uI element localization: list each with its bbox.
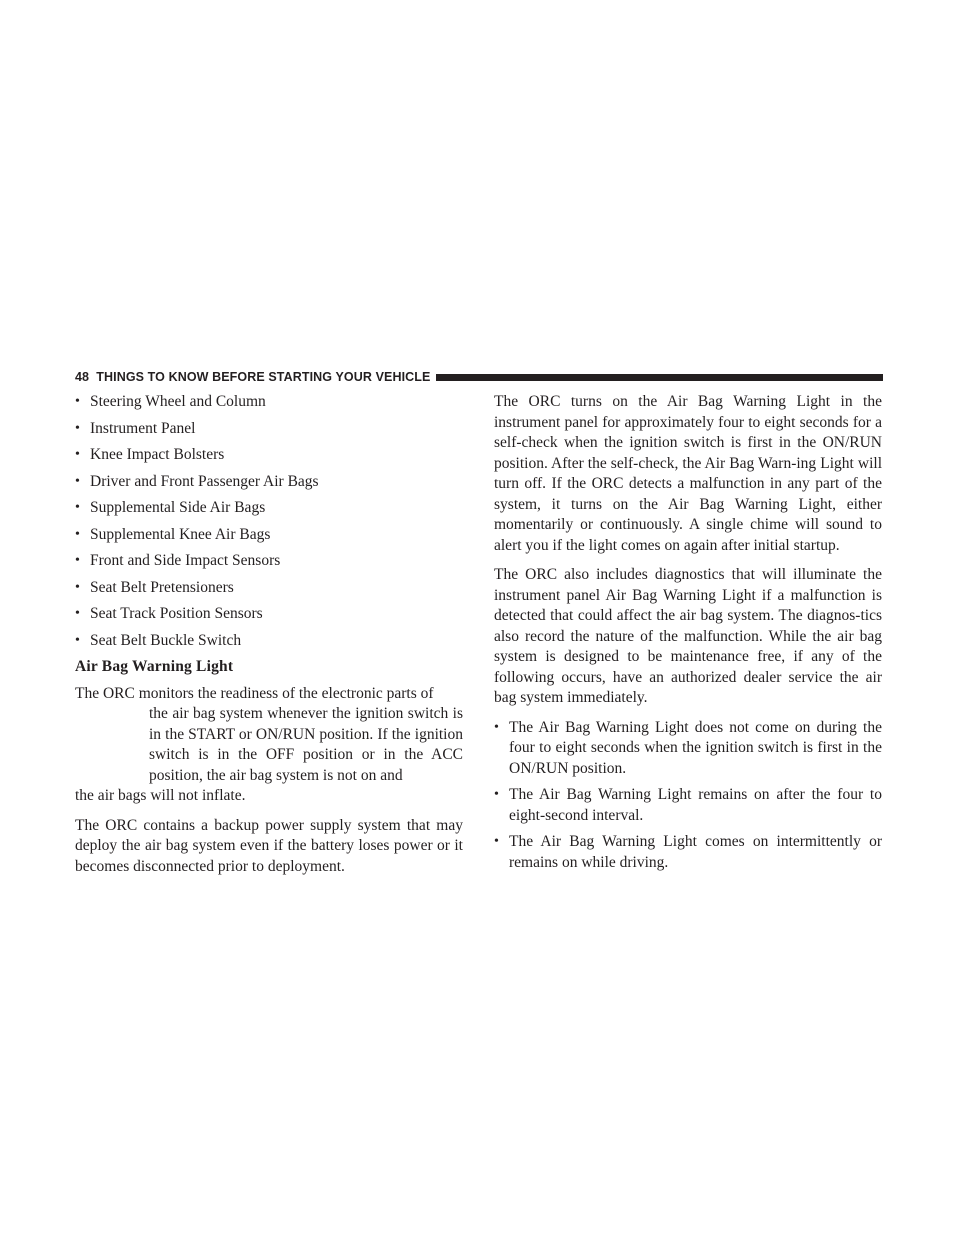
backup-power-paragraph: The ORC contains a backup power supply system that may deploy the air bag system even if the battery loses power or it becomes disconnected prior to deployment. xyxy=(75,816,463,875)
list-item: • The Air Bag Warning Light does not come on during the four to eight seconds when the ignition switch is first in the ON/RUN position. xyxy=(494,718,882,777)
page-number: 48 xyxy=(75,370,90,384)
list-item: • Supplemental Side Air Bags xyxy=(75,498,463,519)
bullet-icon: • xyxy=(75,606,80,621)
bullet-icon: • xyxy=(75,473,80,489)
bullet-icon: • xyxy=(75,526,80,542)
bullet-icon: • xyxy=(75,394,80,409)
bullet-icon: • xyxy=(75,447,80,462)
header-rule xyxy=(436,374,883,381)
section-title: THINGS TO KNOW BEFORE STARTING YOUR VEHICLE xyxy=(96,370,431,384)
bullet-icon: • xyxy=(75,579,80,595)
bullet-icon: • xyxy=(75,553,80,568)
page-header-text xyxy=(75,370,430,384)
monitor-paragraph-last-line: the air bags will not inflate. xyxy=(75,787,246,804)
list-item: • The Air Bag Warning Light comes on intermittently or remains on while driving. xyxy=(494,833,882,871)
diagnostics-paragraph: The ORC also includes diagnostics that will illuminate the instrument panel Air Bag Warning Light if a malfunction is detected that could affect the air bag system. The diagnos-tics also record the nature of the malfunction. While the air bag system is designed to be maintenance free, if any of the following occurs, have an authorized dealer service the air bag system immediately. xyxy=(494,566,882,706)
list-item: • The Air Bag Warning Light remains on after the four to eight-second interval. xyxy=(494,786,882,824)
bullet-icon: • xyxy=(494,787,499,802)
bullet-icon: • xyxy=(75,420,80,436)
self-check-paragraph: The ORC turns on the Air Bag Warning Light in the instrument panel for approximately four to eight seconds for a self-check when the ignition switch is first in the ON/RUN position. After the self-check, the Air Bag Warn-ing Light will turn off. If the ORC detects a malfunction in any part of the system, it turns on the Air Bag Warning Light, either momentarily or continuously. A single chime will sound to alert you if the light comes on again after initial startup. xyxy=(494,393,882,554)
list-item: • Seat Belt Pretensioners xyxy=(75,578,463,599)
list-item: • Seat Belt Buckle Switch xyxy=(75,631,463,652)
bullet-icon: • xyxy=(75,632,80,648)
list-item: • Seat Track Position Sensors xyxy=(75,604,463,625)
list-item: • Steering Wheel and Column xyxy=(75,392,463,413)
page-header xyxy=(75,369,883,385)
component-list xyxy=(75,392,463,651)
right-column xyxy=(494,392,882,879)
monitor-paragraph xyxy=(75,684,463,807)
list-item: • Supplemental Knee Air Bags xyxy=(75,525,463,546)
bullet-icon: • xyxy=(494,834,499,849)
left-column xyxy=(75,392,463,886)
list-item: • Front and Side Impact Sensors xyxy=(75,551,463,572)
section-heading: Air Bag Warning Light xyxy=(75,658,234,675)
bullet-icon: • xyxy=(75,500,80,515)
list-item: • Knee Impact Bolsters xyxy=(75,445,463,466)
bullet-icon: • xyxy=(494,719,499,735)
list-item: • Driver and Front Passenger Air Bags xyxy=(75,472,463,493)
list-item: • Instrument Panel xyxy=(75,419,463,440)
condition-list xyxy=(494,718,882,874)
monitor-paragraph-first-line: The ORC monitors the readiness of the electronic parts of xyxy=(75,684,434,702)
monitor-paragraph-indented: the air bag system whenever the ignition switch is in the START or ON/RUN position. If the ignition switch is in the OFF position or in the ACC position, the air bag system is not on and xyxy=(149,705,463,784)
